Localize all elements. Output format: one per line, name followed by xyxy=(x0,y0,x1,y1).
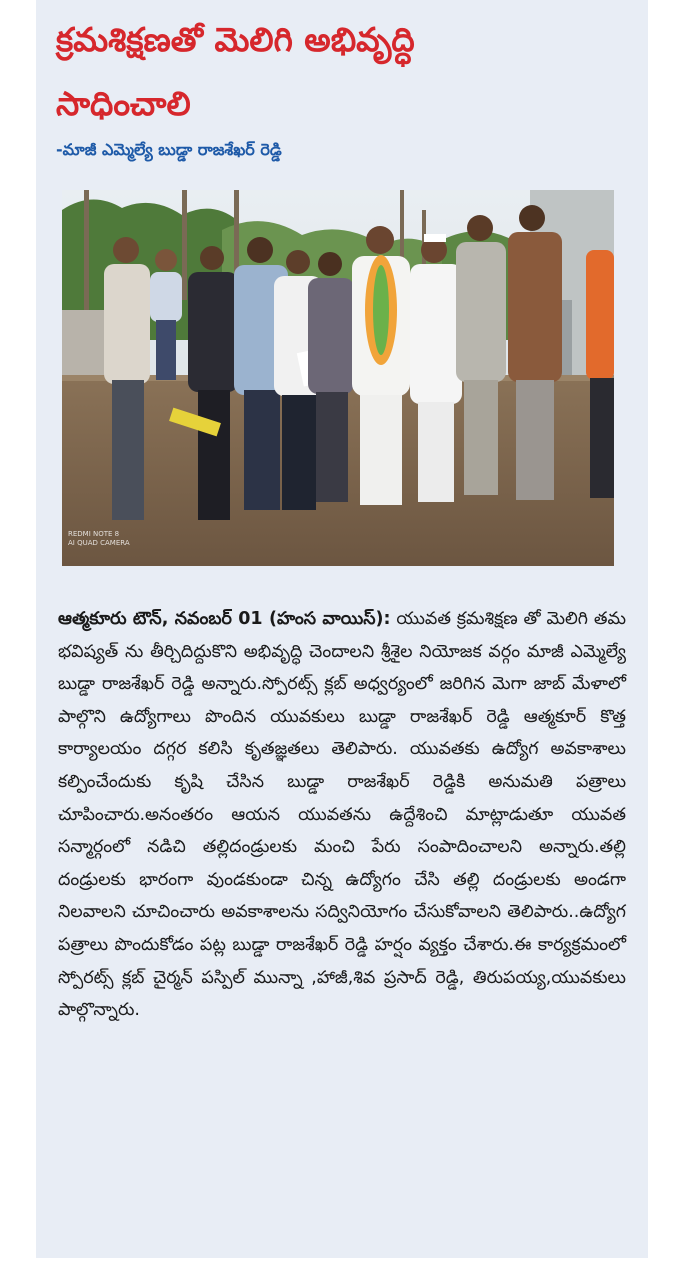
article-body xyxy=(58,603,626,1027)
news-clipping xyxy=(36,0,648,1258)
headline-line-1: క్రమశిక్షణతో మెలిగి అభివృద్ధి xyxy=(56,20,415,59)
watermark-line-1: REDMI NOTE 8 xyxy=(68,530,120,538)
headline-line-2: సాధించాలి xyxy=(56,84,191,123)
body-paragraph: యువత క్రమశిక్షణ తో మెలిగి తమ భవిష్యత్ ను తీర్చిదిద్దుకొని అభివృద్ధి చెందాలని శ్రీశైల నియోజక వర్గం మాజీ ఎమ్మెల్యే బుడ్డా రాజశేఖర్ రెడ్డి అన్నారు.స్పోరట్స్ క్లబ్ అధ్వర్యంలో జరిగిన మెగా జాబ్ మేళాలో పాల్గొని ఉద్యోగాలు పొందిన యువకులు బుడ్డా రాజశేఖర్ రెడ్డి ఆత్మకూర్ కొత్త కార్యాలయం దగ్గర కలిసి కృతజ్ఞతలు తెలిపారు. యువతకు ఉద్యోగ అవకాశాలు కల్పించేందుకు కృషి చేసిన బుడ్డా రాజశేఖర్ రెడ్డికి అనుమతి పత్రాలు చూపించారు.అనంతరం ఆయన యువతను ఉద్దేశించి మాట్లాడుతూ యువత సన్మార్గంలో నడిచి తల్లిదండ్రులకు మంచి పేరు సంపాదించాలని అన్నారు.తల్లి దండ్రులకు భారంగా వుండకుండా చిన్న ఉద్యోగం చేసి తల్లి దండ్రులకు అండగా నిలవాలని చూచించారు అవకాశాలను సద్వినియోగం చేసుకోవాలని తెలిపారు..ఉద్యోగ పత్రాలు పొందుకోడం పట్ల బుడ్డా రాజశేఖర్ రెడ్డి హర్షం వ్యక్తం చేశారు.ఈ కార్యక్రమంలో స్పోరట్స్ క్లబ్ చైర్మన్ పస్పిల్ మున్నా ,హాజీ,శివ ప్రసాద్ రెడ్డి, తిరుపయ్య,యువకులు పాల్గొన్నారు. xyxy=(58,609,626,1021)
photo-watermark xyxy=(68,530,130,548)
byline: -మాజీ ఎమ్మెల్యే బుడ్డా రాజశేఖర్ రెడ్డి xyxy=(56,140,282,159)
group-photo-illustration xyxy=(62,190,614,566)
dateline: ఆత్మకూరు టౌన్, నవంబర్ 01 (హంస వాయిస్): xyxy=(58,609,391,629)
watermark-line-2: AI QUAD CAMERA xyxy=(68,539,130,547)
news-photo xyxy=(62,190,614,566)
